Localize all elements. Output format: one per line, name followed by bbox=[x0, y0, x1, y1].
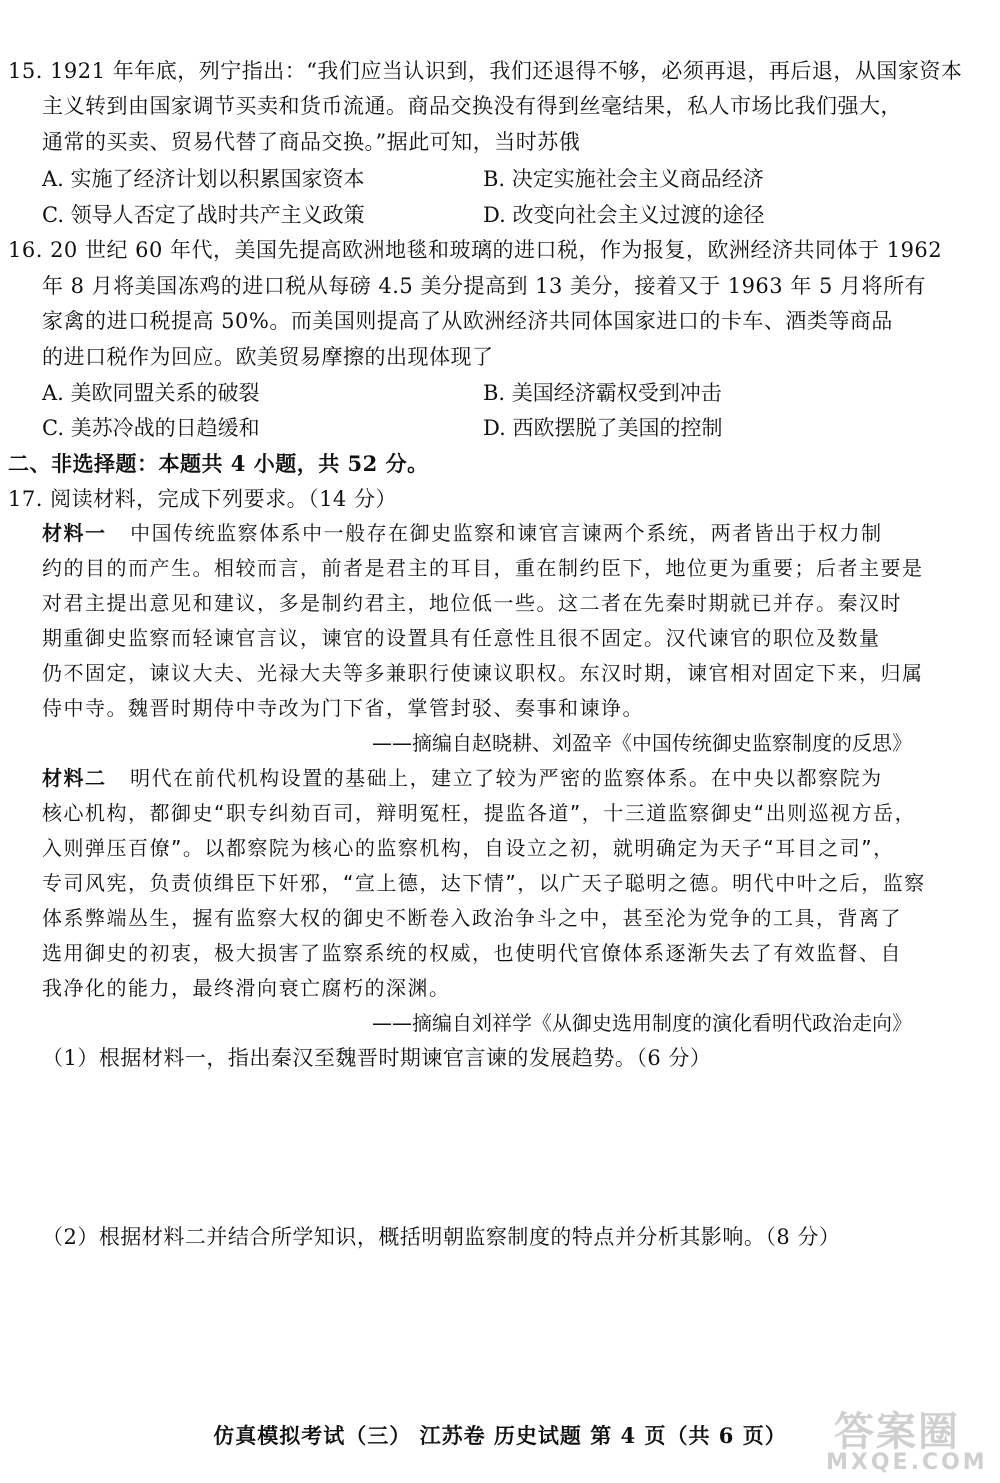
q17-stem: 17. 阅读材料，完成下列要求。（14 分） bbox=[8, 487, 397, 511]
watermark-bottom-text: MXQE.COM bbox=[826, 1450, 988, 1475]
q16-line-1: 16. 20 世纪 60 年代，美国先提高欧洲地毯和玻璃的进口税，作为报复，欧洲经济共同体于 1962 bbox=[8, 238, 943, 262]
watermark-top-text: 答案圈 bbox=[834, 1409, 960, 1455]
q15-option-a: A. 实施了经济计划以积累国家资本 bbox=[42, 167, 365, 191]
watermark-logo bbox=[822, 1400, 992, 1480]
page-footer: 仿真模拟考试（三） 江苏卷 历史试题 第 4 页（共 6 页） bbox=[213, 1423, 787, 1448]
material1-line-2: 约的目的而产生。相较而言，前者是君主的耳目，重在制约臣下，地位更为重要；后者主要是 bbox=[42, 556, 924, 580]
section-heading: 二、非选择题：本题共 4 小题，共 52 分。 bbox=[8, 451, 429, 476]
q15-line-3: 通常的买卖、贸易代替了商品交换。”据此可知，当时苏俄 bbox=[42, 130, 581, 154]
q15-option-d: D. 改变向社会主义过渡的途径 bbox=[483, 203, 765, 227]
material2-line-7: 我净化的能力，最终滑向衰亡腐朽的深渊。 bbox=[42, 976, 451, 1000]
q16-line-3: 家禽的进口税提高 50%。而美国则提高了从欧洲经济共同体国家进口的卡车、酒类等商品 bbox=[42, 309, 893, 333]
material2-line-1-text: 明代在前代机构设置的基础上，建立了较为严密的监察体系。在中央以都察院为 bbox=[130, 766, 883, 790]
material2-line-2: 核心机构，都御史“职专纠劾百司，辩明冤枉，提监各道”，十三道监察御史“出则巡视方岳， bbox=[42, 801, 917, 825]
material2-line-4: 专司风宪，负责侦缉臣下奸邪，“宣上德，达下情”，以广天子聪明之德。明代中叶之后，监察 bbox=[42, 871, 926, 895]
material1-line-4: 期重御史监察而轻谏官言议，谏官的设置具有任意性且很不固定。汉代谏官的职位及数量 bbox=[42, 626, 881, 650]
q16-line-2: 年 8 月将美国冻鸡的进口税从每磅 4.5 美分提高到 13 美分，接着又于 1963 年 5 月将所有 bbox=[42, 274, 927, 298]
q15-option-c: C. 领导人否定了战时共产主义政策 bbox=[42, 203, 365, 227]
q16-line-4: 的进口税作为回应。欧美贸易摩擦的出现体现了 bbox=[42, 345, 494, 369]
q17-sub1: （1）根据材料一，指出秦汉至魏晋时期谏官言谏的发展趋势。（6 分） bbox=[42, 1046, 712, 1070]
material2-label: 材料二 bbox=[42, 766, 107, 790]
q17-sub2: （2）根据材料二并结合所学知识，概括明朝监察制度的特点并分析其影响。（8 分） bbox=[42, 1225, 841, 1249]
material2-source: ——摘编自刘祥学《从御史选用制度的演化看明代政治走向》 bbox=[372, 1011, 912, 1035]
material1-source: ——摘编自赵晓耕、刘盈辛《中国传统御史监察制度的反思》 bbox=[372, 731, 912, 755]
material1-line-6: 侍中寺。魏晋时期侍中寺改为门下省，掌管封驳、奏事和谏诤。 bbox=[42, 696, 644, 720]
material1-line-1 bbox=[42, 518, 883, 548]
q16-option-d: D. 西欧摆脱了美国的控制 bbox=[483, 416, 723, 440]
material2-line-6: 选用御史的初衷，极大损害了监察系统的权威，也使明代官僚体系逐渐失去了有效监督、自 bbox=[42, 941, 902, 965]
material2-line-5: 体系弊端丛生，握有监察大权的御史不断卷入政治争斗之中，甚至沦为党争的工具，背离了 bbox=[42, 906, 902, 930]
q15-line-2: 主义转到由国家调节买卖和货币流通。商品交换没有得到丝毫结果，私人市场比我们强大， bbox=[42, 94, 902, 118]
material2-line-3: 入则弹压百僚”。以都察院为核心的监察机构，自设立之初，就明确定为天子“耳目之司”， bbox=[42, 836, 895, 860]
q15-option-b: B. 决定实施社会主义商品经济 bbox=[483, 167, 764, 191]
q16-option-b: B. 美国经济霸权受到冲击 bbox=[483, 381, 722, 405]
q16-option-a: A. 美欧同盟关系的破裂 bbox=[42, 381, 260, 405]
material2-line-1 bbox=[42, 763, 883, 793]
q15-line-1: 15. 1921 年年底，列宁指出：“我们应当认识到，我们还退得不够，必须再退，再后退，从国家资本 bbox=[8, 59, 963, 83]
material1-line-1-text: 中国传统监察体系中一般存在御史监察和谏官言谏两个系统，两者皆出于权力制 bbox=[130, 521, 883, 545]
material1-label: 材料一 bbox=[42, 521, 107, 545]
material1-line-5: 仍不固定，谏议大夫、光禄大夫等多兼职行使谏议职权。东汉时期，谏官相对固定下来，归属 bbox=[42, 661, 924, 685]
material1-line-3: 对君主提出意见和建议，多是制约君主，地位低一些。这二者在先秦时期就已并存。秦汉时 bbox=[42, 591, 902, 615]
q16-option-c: C. 美苏冷战的日趋缓和 bbox=[42, 416, 260, 440]
